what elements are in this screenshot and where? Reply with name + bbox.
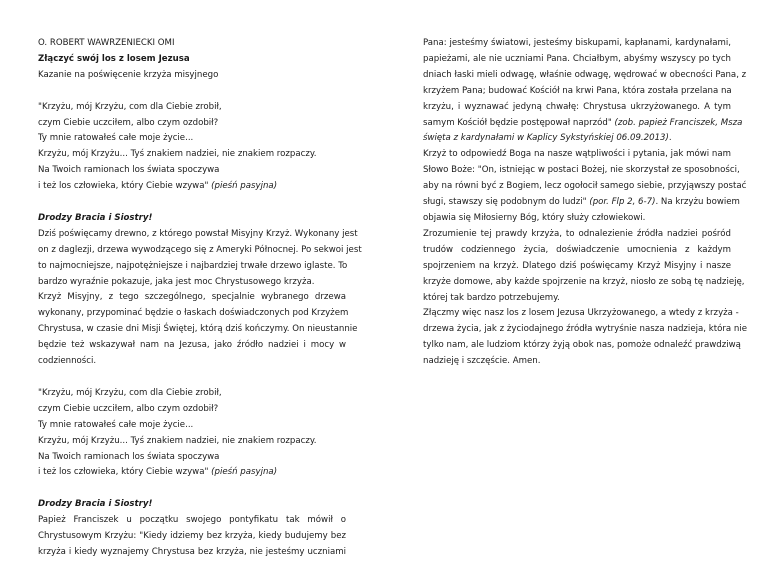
paragraph-line: objawia się Miłosierny Bóg, który służy człowiekowi.: [423, 212, 646, 223]
song-line: Na Twoich ramionach los świata spoczywa: [38, 451, 220, 462]
song-line: "Krzyżu, mój Krzyżu, com dla Ciebie zrobił,: [38, 387, 222, 398]
song-line-last: [38, 465, 346, 481]
paragraph-line: wykonany, przypominać będzie o łaskach doświadczonych pod Krzyżem: [38, 308, 349, 319]
song-line-last: [38, 179, 346, 195]
song-line: Ty mnie ratowałeś całe moje życie...: [38, 133, 194, 144]
greeting-heading: Drodzy Bracia i Siostry!: [38, 212, 153, 223]
paragraph-line: trudów codziennego życia, doświadczenie umocnienia z każdym: [423, 244, 731, 255]
punctuation: .: [668, 133, 672, 144]
paragraph-line: nadzieję i szczęście. Amen.: [423, 356, 541, 367]
paragraph-wood: [38, 227, 362, 370]
citation: (zob. papież Franciszek, Msza: [611, 117, 743, 128]
right-column: [423, 36, 747, 370]
song-text: i też los człowieka, który Ciebie wzywa": [38, 467, 209, 478]
paragraph-line: Chrystusowym Krzyżu: "Kiedy idziemy bez krzyża, kiedy budujemy bez: [38, 531, 346, 542]
song-line: Na Twoich ramionach los świata spoczywa: [38, 165, 220, 176]
paragraph-truth: [423, 227, 745, 307]
paragraph-line: Krzyż to odpowiedź Boga na nasze wątpliwości i pytania, jak mówi nam: [423, 149, 731, 160]
song-line: Ty mnie ratowałeś całe moje życie...: [38, 419, 194, 430]
paragraph-line: drzewa życia, jak z życiodajnego źródła wytryśnie nasza nadzieja, która nie: [423, 324, 747, 335]
sermon-title: Złączyć swój los z losem Jezusa: [38, 53, 190, 64]
spacer: [38, 84, 346, 100]
paragraph-line: będzie też wskazywał nam na Jezusa, jako źródło nadziei i mocy w: [38, 340, 346, 351]
paragraph-line: Chrystusa, w czasie dni Misji Świętej, którą dziś kończymy. On nieustannie: [38, 324, 358, 335]
paragraph-line: [423, 116, 743, 132]
paragraph-line: to najmocniejsze, najpotężniejsze i najbardziej trwałe drzewo iglaste. To: [38, 260, 348, 271]
paragraph-line: Słowo Boże: "On, istniejąc w postaci Bożej, nie skorzystał ze sposobności,: [423, 165, 740, 176]
quote-text: . Na krzyżu bowiem: [655, 197, 740, 208]
song-line: czym Ciebie uczciłem, albo czym ozdobił?: [38, 117, 219, 128]
paragraph-line: krzyżem Pana; budować Kościół na krwi Pana, która została przelana na: [423, 85, 732, 96]
paragraph-line: [423, 195, 740, 211]
song-line: Krzyżu, mój Krzyżu... Tyś znakiem nadziei, nie znakiem rozpaczy.: [38, 149, 317, 160]
paragraph-line: [423, 131, 731, 147]
paragraph-line: Papież Franciszek u początku swojego pontyfikatu tak mówił o: [38, 515, 346, 526]
song-text: i też los człowieka, który Ciebie wzywa": [38, 181, 209, 192]
song-line: czym Ciebie uczciłem, albo czym ozdobił?: [38, 403, 219, 414]
song-line: Krzyżu, mój Krzyżu... Tyś znakiem nadziei, nie znakiem rozpaczy.: [38, 435, 317, 446]
paragraph-line: Krzyż Misyjny, z tego szczególnego, specjalnie wybranego drzewa: [38, 292, 346, 303]
spacer: [38, 481, 346, 497]
paragraph-line: Dziś poświęcamy drewno, z którego powstał Misyjny Krzyż. Wykonany jest: [38, 228, 358, 239]
song-quote-1: [38, 100, 346, 195]
paragraph-line: Pana: jesteśmy światowi, jesteśmy biskupami, kapłanami, kardynałami,: [423, 38, 731, 48]
paragraph-pope-continued: [423, 36, 747, 147]
paragraph-closing: [423, 306, 747, 370]
paragraph-line: spojrzeniem na krzyż. Dlatego dziś poświęcamy Krzyż Misyjny i nasze: [423, 260, 731, 271]
author-line: O. ROBERT WAWRZENIECKI OMI: [38, 38, 175, 48]
spacer: [38, 195, 346, 211]
citation: święta z kardynałami w Kaplicy Sykstyńskiej 06.09.2013): [423, 133, 669, 144]
song-source: (pieśń pasyjna): [208, 467, 278, 478]
greeting-heading: Drodzy Bracia i Siostry!: [38, 499, 153, 510]
paragraph-line: bardzo wyraźnie pokazuje, jaka jest moc Chrystusowego krzyża.: [38, 276, 315, 287]
song-source: (pieśń pasyjna): [208, 181, 278, 192]
paragraph-line: codzienności.: [38, 356, 97, 367]
paragraph-line: papieżami, ale nie uczniami Pana. Chciałbym, abyśmy wszyscy po tych: [423, 53, 731, 64]
song-quote-2: [38, 386, 346, 481]
paragraph-line: krzyże domowe, aby każde spojrzenie na krzyż, niosło ze sobą tę nadzieję,: [423, 276, 745, 287]
paragraph-line: Złączmy więc nasz los z losem Jezusa Ukrzyżowanego, a wtedy z krzyża -: [423, 308, 739, 319]
paragraph-line: on z daglezji, drzewa wywodzącego się z Ameryki Północnej. Po sekwoi jest: [38, 244, 362, 255]
quote-text: samym Kościół będzie postępował naprzód": [423, 117, 612, 128]
paragraph-line: dniach łaski mieli odwagę, właśnie odwagę, wędrować w obecności Pana, z: [423, 69, 747, 80]
paragraph-line: krzyża i kiedy wyznajemy Chrystusa bez krzyża, nie jesteśmy uczniami: [38, 546, 346, 557]
citation: (por. Flp 2, 6-7): [586, 197, 656, 208]
paragraph-pope: [38, 513, 346, 561]
paragraph-line: tylko nam, ale ludziom którzy żyją obok nas, pomoże odnaleźć prawdziwą: [423, 340, 741, 351]
paragraph-line: Zrozumienie tej prawdy krzyża, to odnalezienie źródła nadziei pośród: [423, 228, 731, 239]
paragraph-line: której tak bardzo potrzebujemy.: [423, 292, 560, 303]
sermon-subtitle: Kazanie na poświęcenie krzyża misyjnego: [38, 69, 219, 80]
spacer: [38, 370, 346, 386]
paragraph-answer: [423, 147, 747, 227]
paragraph-line: aby na równi być z Bogiem, lecz ogołocił samego siebie, przyjąwszy postać: [423, 181, 747, 192]
left-column: [38, 36, 362, 561]
song-line: "Krzyżu, mój Krzyżu, com dla Ciebie zrobił,: [38, 101, 222, 112]
paragraph-line: krzyżu, i wyznawać jedyną chwałę: Chrystusa ukrzyżowanego. A tym: [423, 101, 731, 112]
quote-text: sługi, stawszy się podobnym do ludzi": [423, 197, 587, 208]
